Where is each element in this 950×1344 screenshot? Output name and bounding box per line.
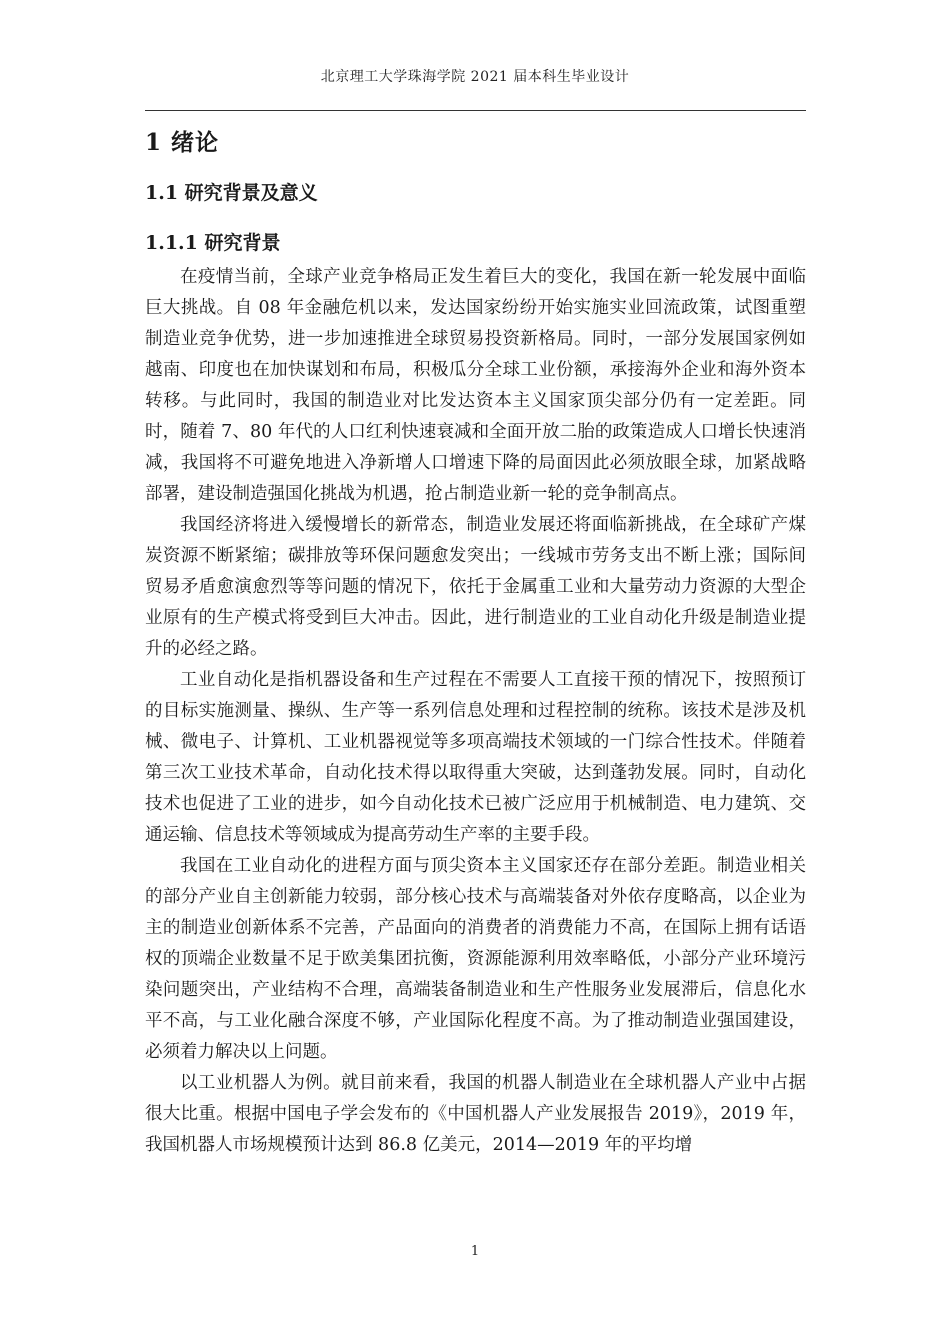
- paragraph-5: 以工业机器人为例。就目前来看，我国的机器人制造业在全球机器人产业中占据很大比重。根据中国电子学会发布的《中国机器人产业发展报告 2019》，2019 年，我国机器人市场规模预计达到 86.8 亿美元，2014—2019 年的平均增: [145, 1073, 806, 1155]
- paragraph-2: 我国经济将进入缓慢增长的新常态，制造业发展还将面临新挑战，在全球矿产煤炭资源不断紧缩；碳排放等环保问题愈发突出；一线城市劳务支出不断上涨；国际间贸易矛盾愈演愈烈等等问题的情况下，依托于金属重工业和大量劳动力资源的大型企业原有的生产模式将受到巨大冲击。因此，进行制造业的工业自动化升级是制造业提升的必经之路。: [145, 515, 806, 659]
- page-number: 1: [470, 1244, 480, 1259]
- chapter-heading: 1 绪论: [145, 129, 220, 156]
- paragraph-4: 我国在工业自动化的进程方面与顶尖资本主义国家还存在部分差距。制造业相关的部分产业自主创新能力较弱，部分核心技术与高端装备对外依存度略高，以企业为主的制造业创新体系不完善，产品面向的消费者的消费能力不高，在国际上拥有话语权的顶端企业数量不足于欧美集团抗衡，资源能源利用效率略低，小部分产业环境污染问题突出，产业结构不合理，高端装备制造业和生产性服务业发展滞后，信息化水平不高，与工业化融合深度不够，产业国际化程度不高。为了推动制造业强国建设，必须着力解决以上问题。: [145, 856, 806, 1062]
- subsection-heading: 1.1.1 研究背景: [145, 232, 281, 254]
- running-header: 北京理工大学珠海学院 2021 届本科生毕业设计: [320, 69, 630, 85]
- paragraph-3: 工业自动化是指机器设备和生产过程在不需要人工直接干预的情况下，按照预订的目标实施测量、操纵、生产等一系列信息处理和过程控制的统称。该技术是涉及机械、微电子、计算机、工业机器视觉等多项高端技术领域的一门综合性技术。伴随着第三次工业技术革命，自动化技术得以取得重大突破，达到蓬勃发展。同时，自动化技术也促进了工业的进步，如今自动化技术已被广泛应用于机械制造、电力建筑、交通运输、信息技术等领域成为提高劳动生产率的主要手段。: [145, 670, 806, 845]
- body-text: [145, 262, 806, 1161]
- header-divider: [145, 110, 806, 111]
- paragraph-1: 在疫情当前，全球产业竞争格局正发生着巨大的变化，我国在新一轮发展中面临巨大挑战。自 08 年金融危机以来，发达国家纷纷开始实施实业回流政策，试图重塑制造业竞争优势，进一步加速推进全球贸易投资新格局。同时，一部分发展国家例如越南、印度也在加快谋划和布局，积极瓜分全球工业份额，承接海外企业和海外资本转移。与此同时，我国的制造业对比发达资本主义国家顶尖部分仍有一定差距。同时，随着 7、80 年代的人口红利快速衰减和全面开放二胎的政策造成人口增长快速消减，我国将不可避免地进入净新增人口增速下降的局面因此必须放眼全球，加紧战略部署，建设制造强国化挑战为机遇，抢占制造业新一轮的竞争制高点。: [145, 267, 806, 504]
- section-heading: 1.1 研究背景及意义: [145, 182, 318, 204]
